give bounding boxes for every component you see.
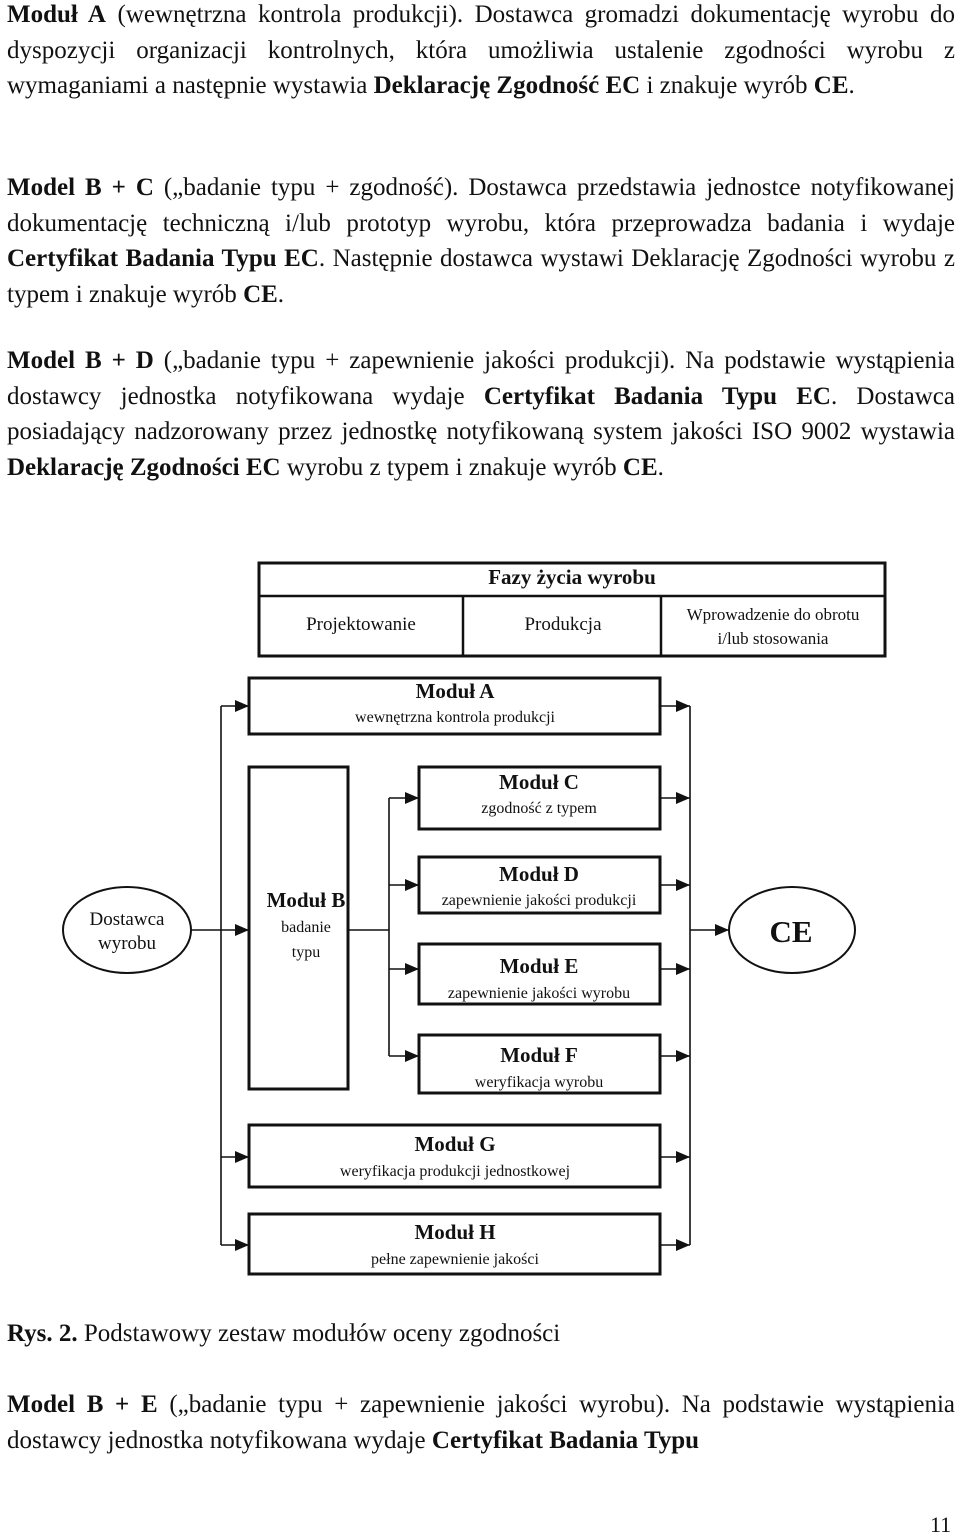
module-a-title: Moduł A (415, 679, 495, 703)
text: . (277, 280, 285, 308)
module-h-title: Moduł H (414, 1220, 496, 1244)
module-b-subtitle-line2: typu (291, 944, 321, 961)
term-ce: CE (622, 453, 658, 481)
module-g-title: Moduł G (414, 1132, 496, 1156)
text: („badanie typu + zgodność). Dostawca przedstawia jednostce notyfikowanej dokumentację techniczną i/lub prototyp wyrobu, która przeprowadza badania i wydaje (7, 174, 955, 237)
ce-mark-label: CE (769, 914, 813, 949)
module-e-title: Moduł E (499, 954, 579, 978)
module-h-subtitle: pełne zapewnienie jakości (371, 1251, 539, 1268)
phases-title: Fazy życia wyrobu (488, 565, 656, 589)
term-certificate: Certyfikat Badania Typu (431, 1426, 700, 1454)
supplier-ellipse (63, 887, 191, 973)
term-model-bc: Model B + C (7, 174, 154, 201)
module-d-title: Moduł D (499, 862, 579, 886)
text: („badanie typu + zapewnienie jakości wyrobu). Na podstawie wystąpienia dostawcy jednostka notyfikowana wydaje (7, 1391, 956, 1454)
supplier-label-line2: wyrobu (97, 933, 157, 954)
module-c-title: Moduł C (499, 770, 579, 794)
module-d-subtitle: zapewnienie jakości produkcji (441, 892, 637, 909)
module-e-subtitle: zapewnienie jakości wyrobu (447, 985, 631, 1002)
module-g-subtitle: weryfikacja produkcji jednostkowej (339, 1163, 571, 1180)
caption-text: Podstawowy zestaw modułów oceny zgodności (77, 1320, 561, 1347)
paragraph-model-be (7, 1387, 955, 1458)
text: i znakuje wyrób (640, 72, 814, 99)
text: (wewnętrzna kontrola produkcji). Dostawca gromadzi dokumentację wyrobu do dyspozycji organizacji kontrolnych, która umożliwia ustalenie zgodności wyrobu z wymaganiami a następnie wystawia (7, 1, 955, 99)
term-certificate: Certyfikat Badania Typu EC (483, 382, 831, 410)
module-c-subtitle: zgodność z typem (481, 800, 597, 817)
figure-caption (7, 1318, 560, 1350)
module-a-subtitle: wewnętrzna kontrola produkcji (355, 709, 555, 726)
text: („badanie typu + zapewnienie jakości produkcji). Na podstawie wystąpienia dostawcy jednostka notyfikowana wydaje (7, 347, 955, 410)
phase-market-line2: i/lub stosowania (717, 629, 829, 648)
page-number: 11 (930, 1512, 952, 1537)
phase-production: Produkcja (524, 614, 602, 635)
module-b-title: Moduł B (266, 888, 346, 912)
text: . (848, 72, 855, 99)
term-declaration: Deklarację Zgodność EC (373, 72, 641, 99)
text: wyrobu z typem i znakuje wyrób (280, 453, 623, 481)
supplier-label-line1: Dostawca (89, 909, 165, 930)
term-model-be: Model B + E (7, 1391, 158, 1418)
term-certificate: Certyfikat Badania Typu EC (7, 245, 319, 272)
term-ce: CE (813, 72, 849, 99)
phase-design: Projektowanie (306, 614, 416, 635)
module-b-subtitle-line1: badanie (281, 919, 331, 936)
term-ce: CE (243, 280, 278, 308)
term-declaration: Deklarację Zgodności EC (7, 453, 281, 481)
text: . Następnie dostawca wystawi Deklarację Zgodności wyrobu z typem i znakuje wyrób (7, 245, 956, 308)
term-model-bd: Model B + D (7, 347, 154, 374)
text: . (657, 453, 664, 481)
caption-label: Rys. 2. (7, 1320, 78, 1347)
term-module-a: Moduł A (7, 1, 106, 28)
phase-market-line1: Wprowadzenie do obrotu (686, 605, 860, 624)
module-f-subtitle: weryfikacja wyrobu (474, 1074, 604, 1091)
text: . Dostawca posiadający nadzorowany przez jednostkę notyfikowaną system jakości ISO 9002 wystawia (7, 382, 955, 445)
module-f-title: Moduł F (500, 1043, 578, 1067)
